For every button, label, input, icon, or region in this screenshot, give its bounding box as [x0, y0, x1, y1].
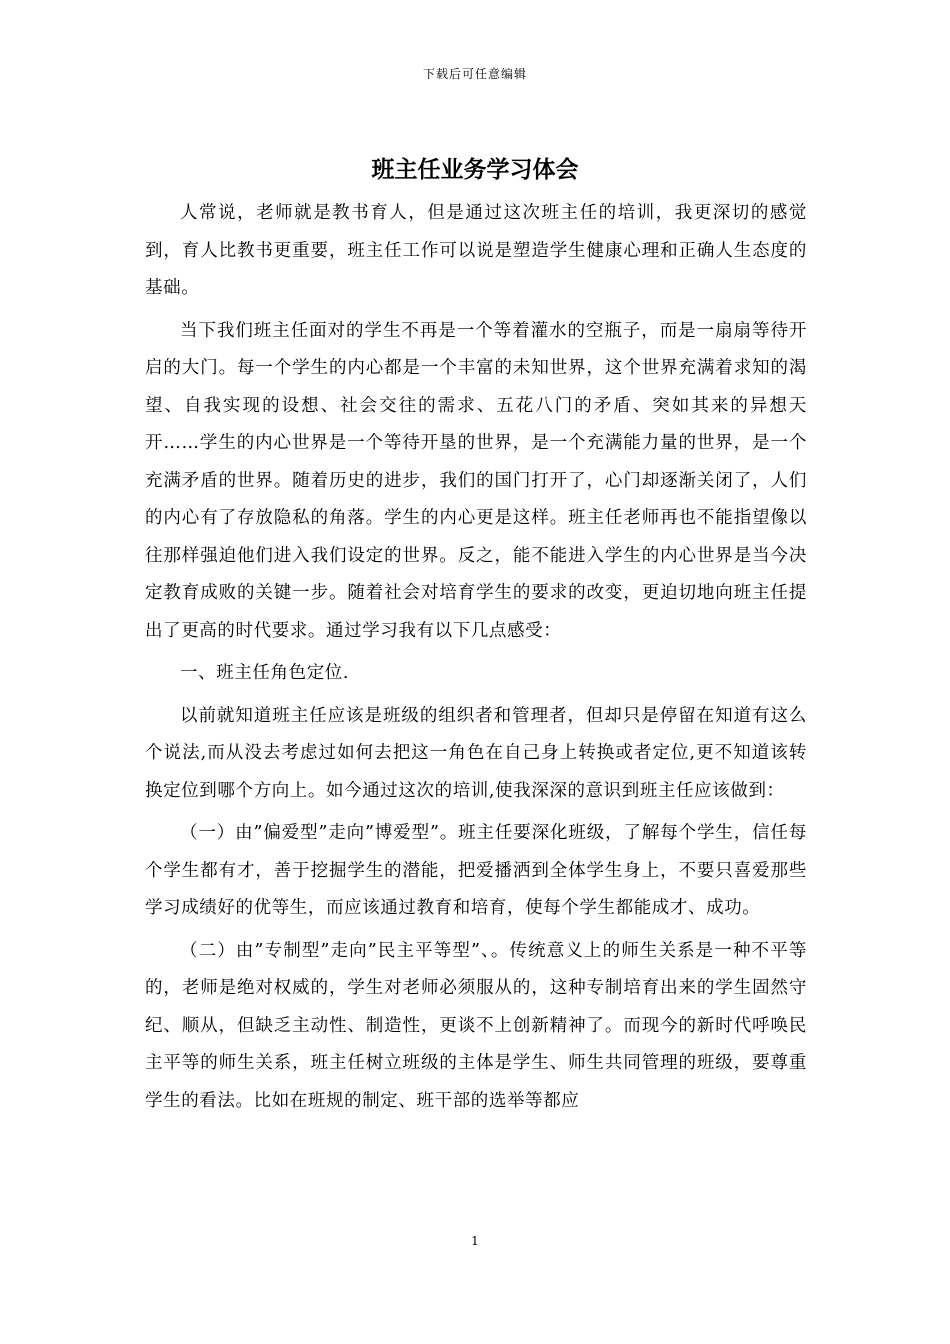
paragraph-students: 当下我们班主任面对的学生不再是一个等着灌水的空瓶子，而是一扇扇等待开启的大门。每一个学生的内心都是一个丰富的未知世界，这个世界充满着求知的渴望、自我实现的设想、社会交往的需求、五花八门的矛盾、突如其来的异想天开……学生的内心世界是一个等待开垦的世界，是一个充满能力量的世界，是一个充满矛盾的世界。随着历史的进步，我们的国门打开了，心门却逐渐关闭了，人们的内心有了存放隐私的角落。学生的内心更是这样。班主任老师再也不能指望像以往那样强迫他们进入我们设定的世界。反之，能不能进入学生的内心世界是当今决定教育成败的关键一步。随着社会对培育学生的要求的改变，更迫切地向班主任提出了更高的时代要求。通过学习我有以下几点感受：	[145, 320, 807, 641]
page-header-note: 下载后可任意编辑	[422, 67, 527, 81]
document-body	[145, 195, 807, 1120]
paragraph-point-two: （二）由”专制型”走向”民主平等型”、。传统意义上的师生关系是一种不平等的，老师是绝对权威的，学生对老师必须服从的，这种专制培育出来的学生固然守纪、顺从，但缺乏主动性、制造性，更谈不上创新精神了。而现今的新时代呼唤民主平等的师生关系，班主任树立班级的主体是学生、师生共同管理的班级，要尊重学生的看法。比如在班规的制定、班干部的选举等都应	[145, 940, 807, 1111]
section-heading-role: 一、班主任角色定位.	[180, 663, 350, 683]
paragraph-intro: 人常说，老师就是教书育人，但是通过这次班主任的培训，我更深切的感觉到，育人比教书更重要，班主任工作可以说是塑造学生健康心理和正确人生态度的基础。	[145, 203, 807, 298]
document-title: 班主任业务学习体会	[371, 156, 579, 183]
page-number: 1	[471, 1234, 479, 1248]
paragraph-role: 以前就知道班主任应该是班级的组织者和管理者，但却只是停留在知道有这么个说法,而从没去考虑过如何去把这一角色在自己身上转换或者定位,更不知道该转换定位到哪个方向上。如今通过这次的培训,使我深深的意识到班主任应该做到：	[145, 705, 807, 801]
paragraph-point-one: （一）由”偏爱型”走向”博爱型”。班主任要深化班级，了解每个学生，信任每个学生都有才，善于挖掘学生的潜能，把爱播洒到全体学生身上，不要只喜爱那些学习成绩好的优等生，而应该通过教育和培育，使每个学生都能成才、成功。	[145, 823, 807, 918]
